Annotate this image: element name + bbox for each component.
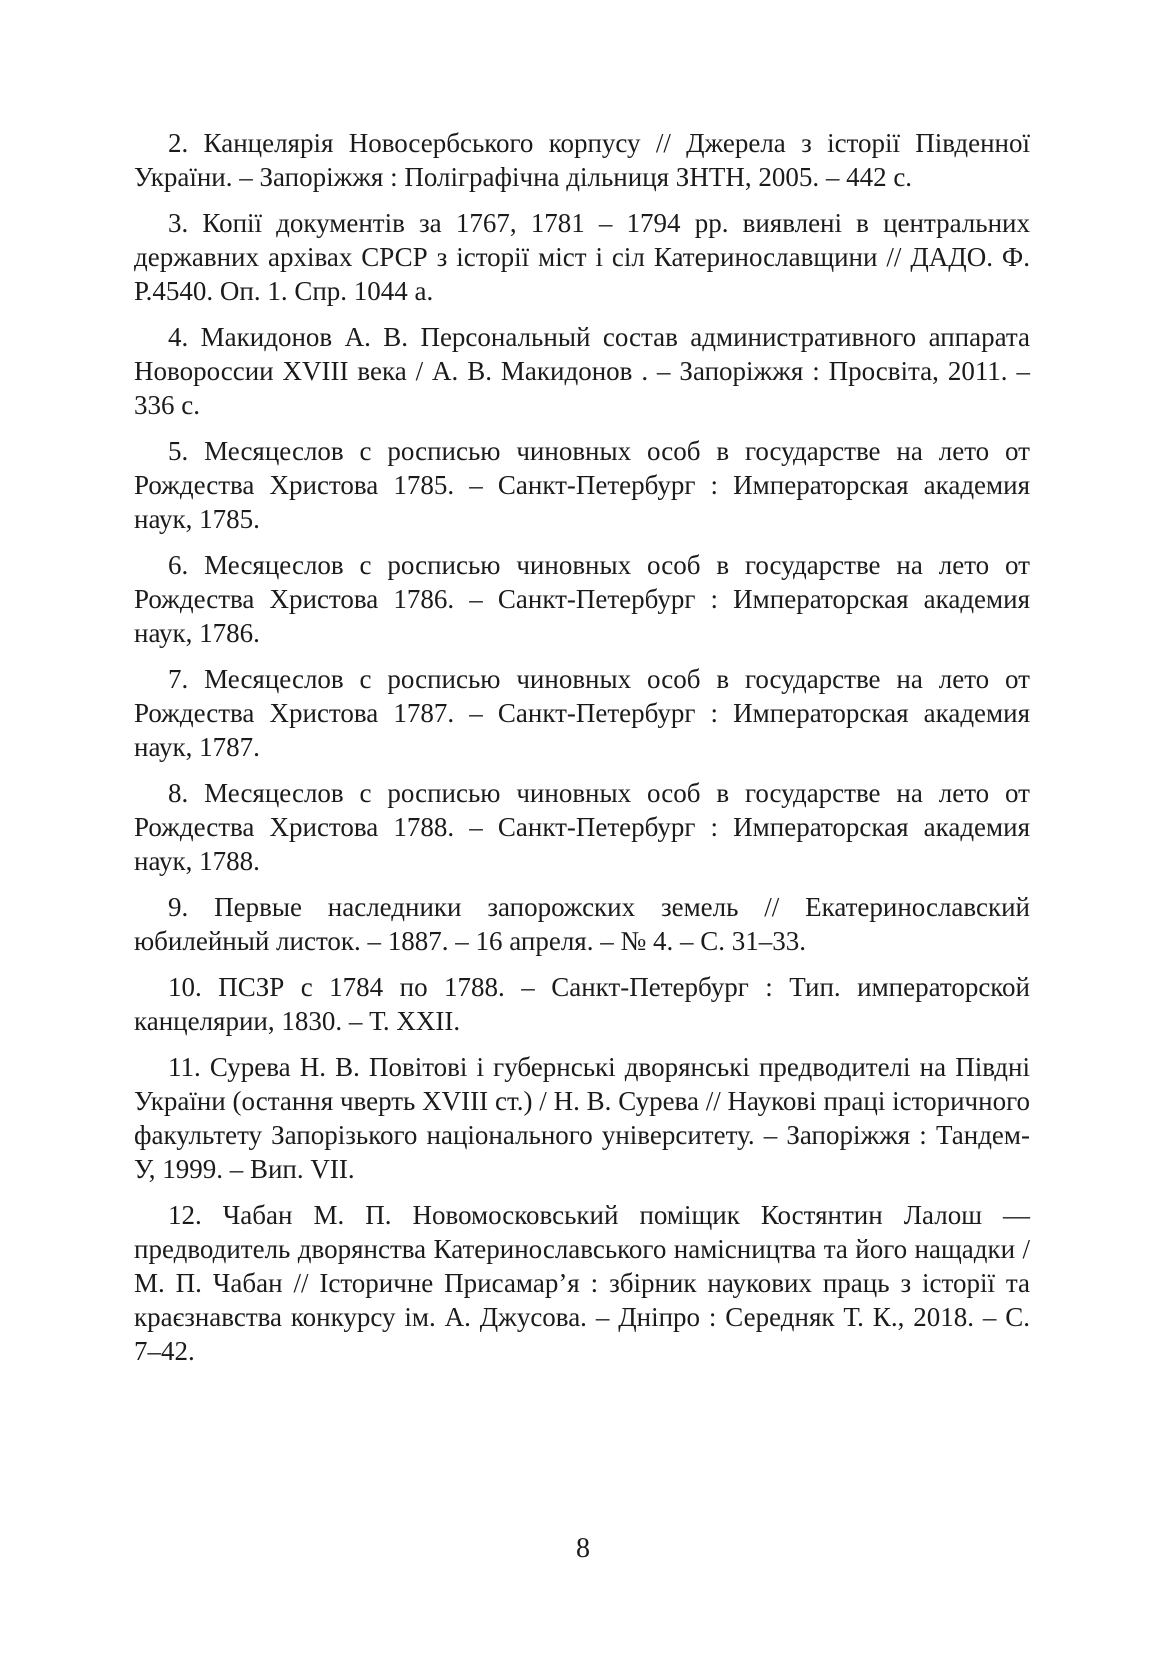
reference-item-7: 7. Месяцеслов с росписью чиновных особ в государстве на лето от Рождества Христова 1787. – Санкт-Петербург : Императорская академия наук, 1787. — [134, 664, 1030, 762]
reference-item-9: 9. Первые наследники запорожских земель // Екатеринославский юбилейный листок. – 1887. – 16 апреля. – № 4. – С. 31–33. — [134, 892, 1030, 956]
reference-item-10: 10. ПСЗР с 1784 по 1788. – Санкт-Петербург : Тип. императорской канцелярии, 1830. – Т. XXII. — [134, 972, 1030, 1036]
reference-item-8: 8. Месяцеслов с росписью чиновных особ в государстве на лето от Рождества Христова 1788. – Санкт-Петербург : Императорская академия наук, 1788. — [134, 778, 1030, 876]
reference-item-3: 3. Копії документів за 1767, 1781 – 1794 рр. виявлені в центральних державних архівах СРСР з історії міст і сіл Катеринославщини // ДАДО. Ф. Р.4540. Оп. 1. Спр. 1044 а. — [134, 208, 1030, 306]
page-number: 8 — [576, 1533, 590, 1564]
reference-item-2: 2. Канцелярія Новосербського корпусу // Джерела з історії Південної України. – Запоріжжя : Поліграфічна дільниця ЗНТН, 2005. – 442 с. — [134, 128, 1030, 192]
reference-item-4: 4. Макидонов А. В. Персональный состав административного аппарата Новороссии XVIII века / А. В. Макидонов . – Запоріжжя : Просвіта, 2011. – 336 с. — [134, 322, 1030, 420]
reference-list — [134, 126, 1030, 1380]
reference-item-11: 11. Сурева Н. В. Повітові і губернські дворянські предводителі на Півдні України (остання чверть XVIII ст.) / Н. В. Сурева // Наукові праці історичного факультету Запорізького національного університету. – Запоріжжя : Тандем-У, 1999. – Вип. VII. — [134, 1052, 1030, 1184]
reference-item-6: 6. Месяцеслов с росписью чиновных особ в государстве на лето от Рождества Христова 1786. – Санкт-Петербург : Императорская академия наук, 1786. — [134, 550, 1030, 648]
reference-item-12: 12. Чабан М. П. Новомосковський поміщик Костянтин Лалош — предводитель дворянства Катеринославського намісництва та його нащадки / М. П. Чабан // Історичне Присамар’я : збірник наукових праць з історії та краєзнавства конкурсу ім. А. Джусова. – Дніпро : Середняк Т. К., 2018. – С. 7–42. — [134, 1200, 1030, 1366]
reference-item-5: 5. Месяцеслов с росписью чиновных особ в государстве на лето от Рождества Христова 1785. – Санкт-Петербург : Императорская академия наук, 1785. — [134, 436, 1030, 534]
